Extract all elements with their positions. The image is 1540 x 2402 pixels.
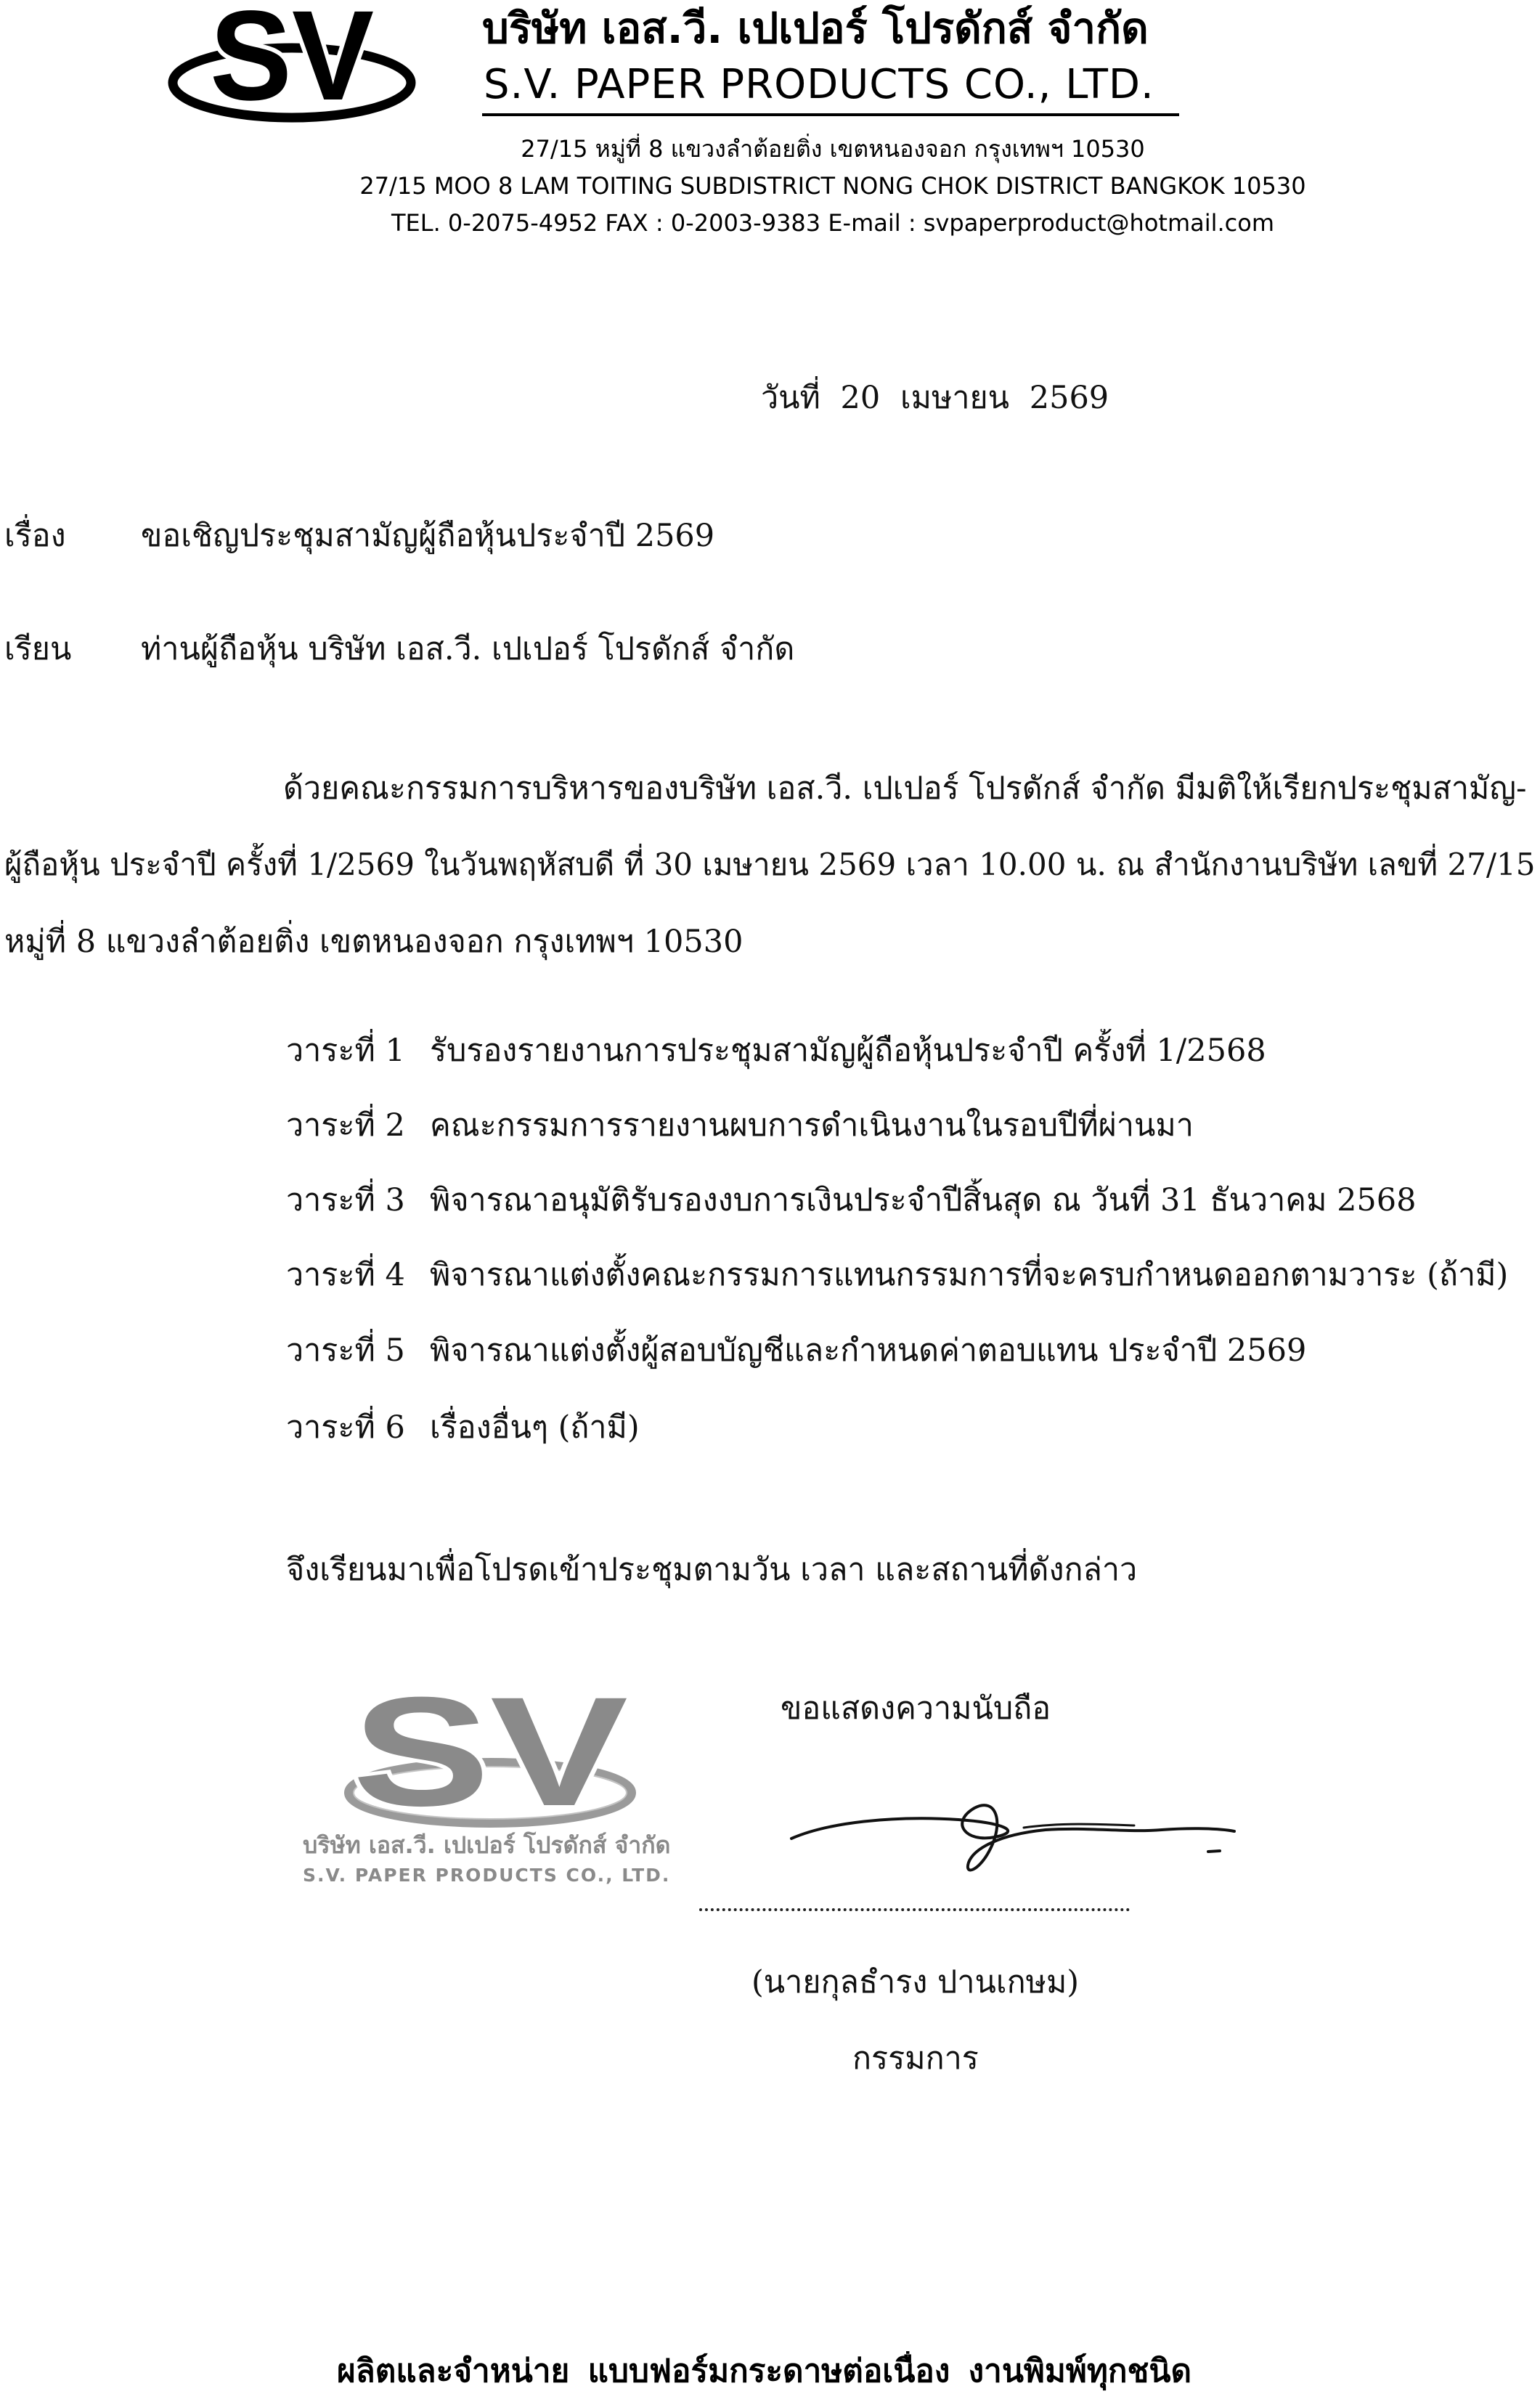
agenda-item-text: รับรองรายงานการประชุมสามัญผู้ถือหุ้นประจำปี ครั้งที่ 1/2568 xyxy=(430,1033,1266,1069)
valediction: ขอแสดงความนับถือ xyxy=(781,1690,1051,1727)
agenda-item-text: คณะกรรมการรายงานผบการดำเนินงานในรอบปีที่ผ่านมา xyxy=(430,1107,1194,1144)
subject-label: เรื่อง xyxy=(4,518,66,554)
signatory-title: กรรมการ xyxy=(852,2040,979,2077)
body-line: ด้วยคณะกรรมการบริหารของบริษัท เอส.วี. เปเปอร์ โปรดักส์ จำกัด มีมติให้เรียกประชุมสามัญ- xyxy=(283,770,1527,807)
address-english: 27/15 MOO 8 LAM TOITING SUBDISTRICT NONG CHOK DISTRICT BANGKOK 10530 xyxy=(359,172,1306,200)
agenda-item-label: วาระที่ 1 xyxy=(286,1033,405,1069)
agenda-item-label: วาระที่ 3 xyxy=(286,1182,405,1218)
footer-tagline: ผลิตและจำหน่าย แบบฟอร์มกระดาษต่อเนื่อง งานพิมพ์ทุกชนิด xyxy=(337,2353,1192,2390)
signature-line xyxy=(699,1908,1130,1911)
recipient-label: เรียน xyxy=(4,631,72,667)
agenda-item-text: พิจารณาอนุมัติรับรองงบการเงินประจำปีสิ้นสุด ณ วันที่ 31 ธันวาคม 2568 xyxy=(430,1182,1417,1218)
body-line: ผู้ถือหุ้น ประจำปี ครั้งที่ 1/2569 ในวันพฤหัสบดี ที่ 30 เมษายน 2569 เวลา 10.00 น. ณ สำนักงานบริษัท เลขที่ 27/15 xyxy=(4,847,1535,882)
handwritten-signature xyxy=(784,1794,1242,1888)
company-logo-lettering: SV xyxy=(210,3,374,123)
agenda-item-text: พิจารณาแต่งตั้งผู้สอบบัญชีและกำหนดค่าตอบแทน ประจำปี 2569 xyxy=(430,1332,1307,1369)
contact-line: TEL. 0-2075-4952 FAX : 0-2003-9383 E-mail : svpaperproduct@hotmail.com xyxy=(391,209,1275,237)
agenda-item-text: พิจารณาแต่งตั้งคณะกรรมการแทนกรรมการที่จะครบกำหนดออกตามวาระ (ถ้ามี) xyxy=(430,1257,1509,1293)
company-logo xyxy=(167,3,417,123)
agenda-item-label: วาระที่ 5 xyxy=(286,1332,405,1369)
agenda-item-label: วาระที่ 6 xyxy=(286,1409,405,1446)
stamp-company-name-english: S.V. PAPER PRODUCTS CO., LTD. xyxy=(303,1865,671,1886)
recipient-text: ท่านผู้ถือหุ้น บริษัท เอส.วี. เปเปอร์ โปรดักส์ จำกัด xyxy=(141,631,795,667)
company-stamp-lettering: SV xyxy=(352,1685,628,1830)
subject-text: ขอเชิญประชุมสามัญผู้ถือหุ้นประจำปี 2569 xyxy=(141,518,715,554)
stamp-company-name-thai: บริษัท เอส.วี. เปเปอร์ โปรดักส์ จำกัด xyxy=(303,1831,671,1859)
letterhead-rule xyxy=(482,113,1179,116)
address-thai: 27/15 หมู่ที่ 8 แขวงลำต้อยติ่ง เขตหนองจอก กรุงเทพฯ 10530 xyxy=(521,135,1145,163)
body-line: หมู่ที่ 8 แขวงลำต้อยติ่ง เขตหนองจอก กรุงเทพฯ 10530 xyxy=(4,924,743,960)
signatory-name: (นายกุลธำรง ปานเกษม) xyxy=(751,1964,1080,2000)
company-name-thai: บริษัท เอส.วี. เปเปอร์ โปรดักส์ จำกัด xyxy=(482,4,1149,53)
agenda-item-label: วาระที่ 4 xyxy=(286,1257,405,1293)
company-stamp-logo xyxy=(341,1685,639,1830)
agenda-item-label: วาระที่ 2 xyxy=(286,1107,405,1144)
agenda-item-text: เรื่องอื่นๆ (ถ้ามี) xyxy=(430,1409,640,1446)
company-name-english: S.V. PAPER PRODUCTS CO., LTD. xyxy=(484,61,1154,108)
letter-date: วันที่ 20 เมษายน 2569 xyxy=(761,380,1109,416)
closing-statement: จึงเรียนมาเพื่อโปรดเข้าประชุมตามวัน เวลา และสถานที่ดังกล่าว xyxy=(286,1552,1138,1588)
